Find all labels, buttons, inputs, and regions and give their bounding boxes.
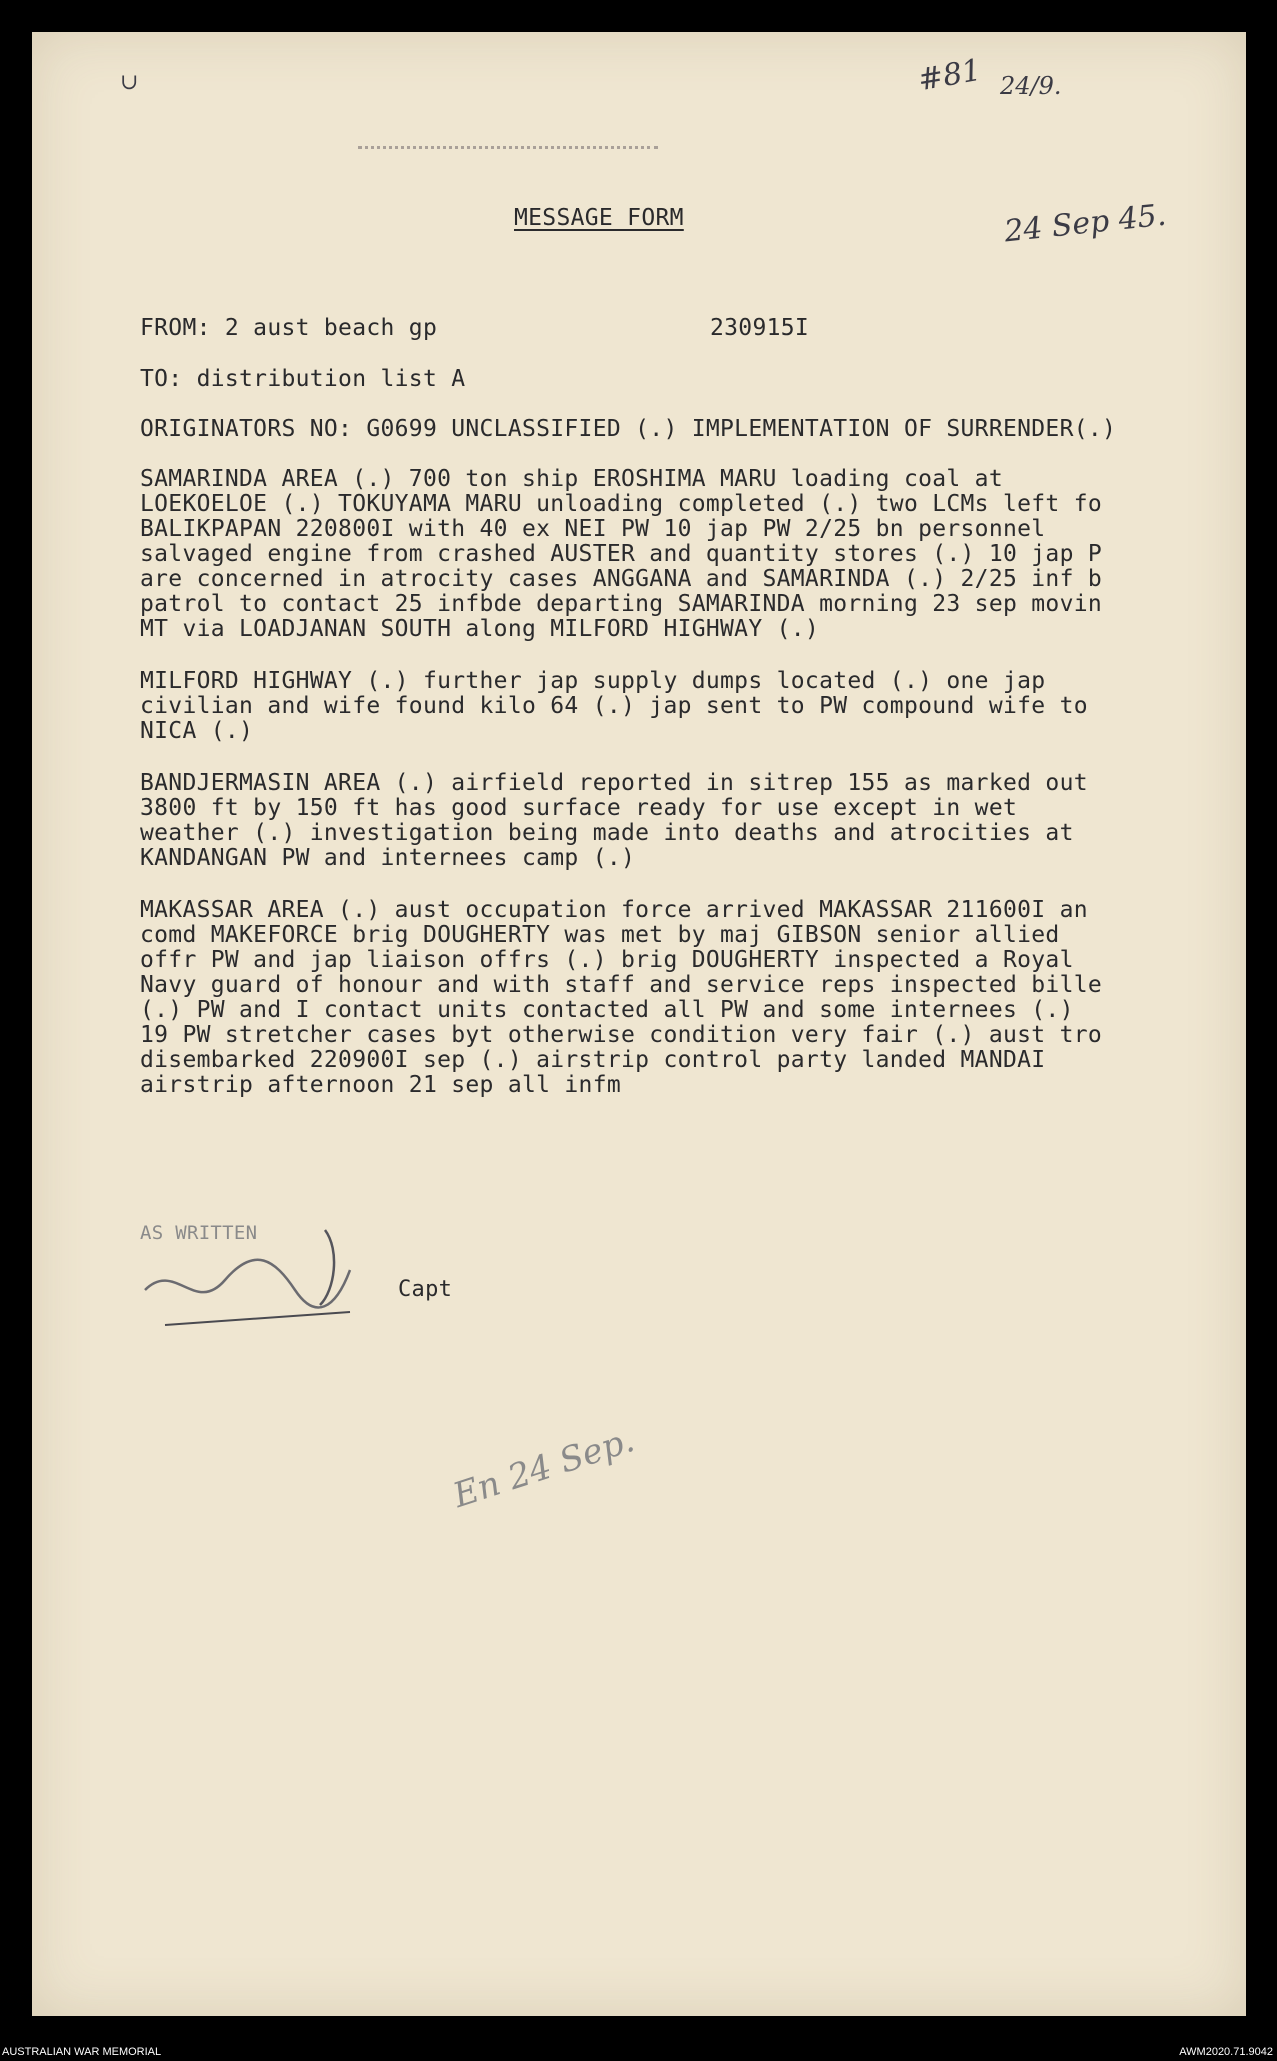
date-time-group: 230915I [710, 315, 810, 341]
text-line: civilian and wife found kilo 64 (.) jap sent to PW compound wife to [140, 693, 1088, 719]
text-line: weather (.) investigation being made into deaths and atrocities at [140, 820, 1074, 846]
faded-stamp [358, 146, 658, 163]
originators-line: ORIGINATORS NO: G0699 UNCLASSIFIED (.) IMPLEMENTATION OF SURRENDER(.) [140, 416, 1117, 442]
to-line: TO: distribution list A [140, 366, 466, 392]
file-date: 24/9. [1000, 72, 1062, 100]
signatory-rank: Capt [398, 1277, 453, 1302]
text-line: KANDANGAN PW and internees camp (.) [140, 845, 636, 871]
text-line: LOEKOELOE (.) TOKUYAMA MARU unloading completed (.) two LCMs left fo [140, 491, 1103, 517]
text-line: BANDJERMASIN AREA (.) airfield reported in sitrep 155 as marked out [140, 770, 1088, 796]
file-number: #81 [915, 52, 984, 99]
text-line: are concerned in atrocity cases ANGGANA and SAMARINDA (.) 2/25 inf b [140, 566, 1103, 592]
text-line: offr PW and jap liaison offrs (.) brig DOUGHERTY inspected a Royal [140, 947, 1074, 973]
text-line: Navy guard of honour and with staff and service reps inspected bille [140, 972, 1103, 998]
as-written-stamp: AS WRITTEN [140, 1222, 258, 1244]
text-line: airstrip afternoon 21 sep all infm [140, 1072, 622, 1098]
text-line: 19 PW stretcher cases byt otherwise condition very fair (.) aust tro [140, 1022, 1103, 1048]
top-left-mark: ∪ [120, 70, 139, 95]
archive-reference: AWM2020.71.9042 [1179, 2046, 1273, 2058]
from-line: FROM: 2 aust beach gp [140, 315, 438, 341]
text-line: patrol to contact 25 infbde departing SAMARINDA morning 23 sep movin [140, 591, 1103, 617]
text-line: SAMARINDA AREA (.) 700 ton ship EROSHIMA MARU loading coal at [140, 466, 1003, 492]
signature-scribble [135, 1220, 365, 1330]
text-line: MAKASSAR AREA (.) aust occupation force arrived MAKASSAR 211600I an [140, 897, 1088, 923]
text-line: 3800 ft by 150 ft has good surface ready for use except in wet [140, 795, 1018, 821]
text-line: disembarked 220900I sep (.) airstrip control party landed MANDAI [140, 1047, 1046, 1073]
text-line: (.) PW and I contact units contacted all PW and some internees (.) [140, 997, 1074, 1023]
lower-handwritten-note: En 24 Sep. [448, 1419, 640, 1517]
text-line: NICA (.) [140, 718, 254, 744]
text-line: comd MAKEFORCE brig DOUGHERTY was met by maj GIBSON senior allied [140, 922, 1060, 948]
text-line: MILFORD HIGHWAY (.) further jap supply dumps located (.) one jap [140, 668, 1046, 694]
form-title: MESSAGE FORM [514, 205, 684, 231]
received-date: 24 Sep 45. [1002, 197, 1168, 250]
text-line: MT via LOADJANAN SOUTH along MILFORD HIGHWAY (.) [140, 616, 820, 642]
text-line: salvaged engine from crashed AUSTER and quantity stores (.) 10 jap P [140, 541, 1103, 567]
text-line: BALIKPAPAN 220800I with 40 ex NEI PW 10 jap PW 2/25 bn personnel [140, 516, 1046, 542]
archive-credit: AUSTRALIAN WAR MEMORIAL [2, 2046, 162, 2058]
